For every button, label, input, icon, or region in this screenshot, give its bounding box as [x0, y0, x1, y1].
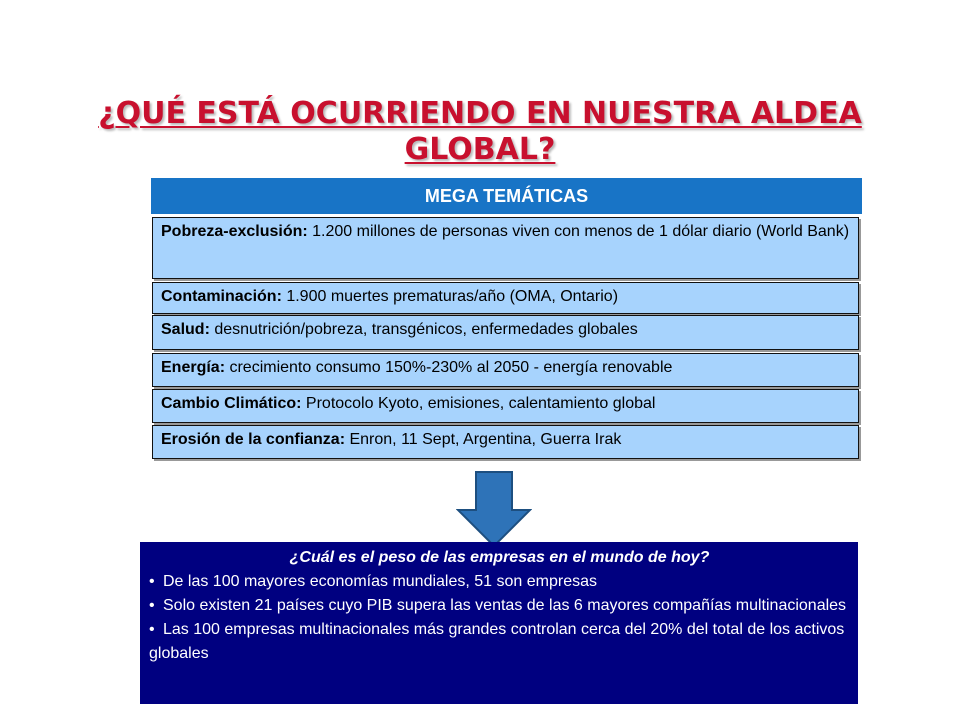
topic-label: Cambio Climático: [161, 395, 302, 412]
page-title [40, 96, 920, 168]
info-heading: ¿Cuál es el peso de las empresas en el mundo de hoy? [289, 549, 710, 566]
topic-label: Salud: [161, 321, 210, 338]
empresas-info-box [140, 542, 858, 704]
topic-text: crecimiento consumo 150%-230% al 2050 - energía renovable [225, 359, 673, 376]
topic-pobreza [152, 217, 859, 279]
topic-text: Protocolo Kyoto, emisiones, calentamiento global [301, 395, 656, 412]
topic-contaminacion [152, 282, 859, 314]
topic-cambio-climatico [152, 389, 859, 423]
bullet-text: Las 100 empresas multinacionales más grandes controlan cerca del 20% del total de los activos globales [149, 621, 845, 662]
info-bullet-item [149, 594, 850, 618]
topic-text: desnutrición/pobreza, transgénicos, enfermedades globales [209, 321, 638, 338]
topic-energia [152, 353, 859, 387]
topic-text: Enron, 11 Sept, Argentina, Guerra Irak [345, 431, 622, 448]
bullet-icon: • [149, 573, 155, 590]
topic-label: Pobreza-exclusión: [161, 223, 308, 240]
title-line-2: GLOBAL? [404, 132, 556, 167]
mega-tematicas-header: MEGA TEMÁTICAS [151, 178, 862, 214]
topic-text: 1.200 millones de personas viven con menos de 1 dólar diario (World Bank) [307, 223, 850, 240]
down-arrow-icon [456, 470, 532, 548]
topic-erosion-confianza [152, 425, 859, 459]
topic-salud [152, 315, 859, 350]
bullet-text: Solo existen 21 países cuyo PIB supera las ventas de las 6 mayores compañías multinacionales [163, 597, 847, 614]
info-bullet-item [149, 570, 850, 594]
bullet-icon: • [149, 621, 155, 638]
topic-label: Contaminación: [161, 288, 282, 305]
topic-label: Energía: [161, 359, 226, 376]
title-line-1: ¿QUÉ ESTÁ OCURRIENDO EN NUESTRA ALDEA [98, 96, 862, 131]
bullet-text: De las 100 mayores economías mundiales, 51 son empresas [163, 573, 597, 590]
topic-label: Erosión de la confianza: [161, 431, 346, 448]
info-bullet-item [149, 618, 850, 666]
topic-text: 1.900 muertes prematuras/año (OMA, Ontario) [281, 288, 619, 305]
bullet-icon: • [149, 597, 155, 614]
